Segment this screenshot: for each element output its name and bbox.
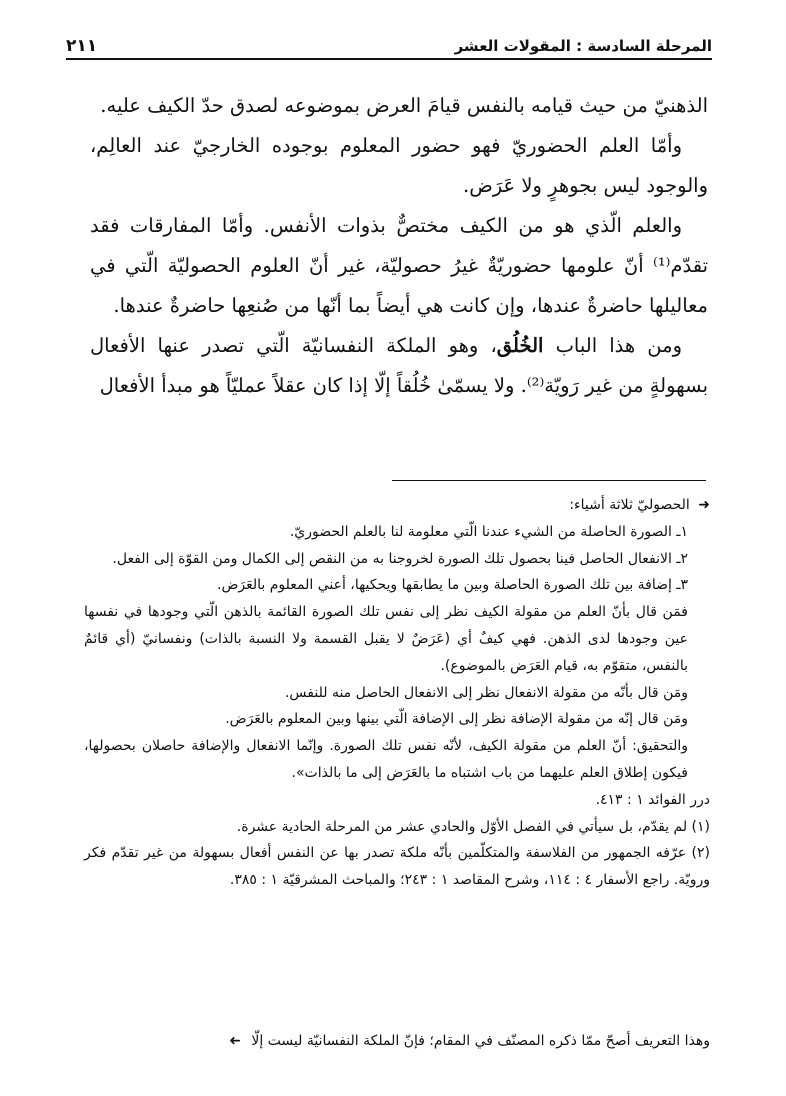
continuation-arrow-icon: ➜	[698, 497, 710, 513]
footnotes	[84, 492, 710, 894]
paragraph-4	[90, 326, 708, 406]
footnote-last-text: وهذا التعريف أصحّ ممّا ذكره المصنّف في المقام؛ فإنّ الملكة النفسانيّة ليست إلّا	[251, 1033, 710, 1049]
note-intro	[84, 492, 710, 519]
running-title: المرحلة السادسة : المقولات العشر	[454, 37, 712, 55]
main-text	[90, 86, 708, 406]
note-item-3: ٣ـ إضافة بين تلك الصورة الحاصلة وبين ما يطابقها ويحكيها، أعني المعلوم بالعَرَض.	[217, 577, 688, 594]
paragraph-4-start: ومن هذا الباب	[543, 334, 683, 357]
footnote-2: (٢) عرّفه الجمهور من الفلاسفة والمتكلّمين بأنّه ملكة تصدر بها عن النفس أفعال بسهولة من غير تقدّم فكر ورويّة. راجع الأسفار ٤ : ١١٤، وشرح المقاصد ١ : ٢٤٣؛ والمباحث المشرقيّة ١ : ٣٨٥.	[84, 845, 710, 889]
paragraph-1: الذهنيّ من حيث قيامه بالنفس قيامَ العرض بموضوعه لصدق حدّ الكيف عليه.	[100, 94, 708, 117]
paragraph-2: وأمّا العلم الحضوريّ فهو حضور المعلوم بوجوده الخارجيّ عند العالِم، والوجود ليس بجوهرٍ ولا عَرَض.	[90, 134, 708, 197]
page-number: ٢١١	[66, 36, 98, 56]
note-item-2: ٢ـ الانفعال الحاصل فينا بحصول تلك الصورة لخروجنا به من النقص إلى الكمال ومن القوّة إلى الفعل.	[112, 550, 688, 567]
bold-term: الخُلُق	[496, 334, 544, 357]
note-para-5: ومَن قال بأنّه من مقولة الانفعال نظر إلى الانفعال الحاصل منه للنفس.	[284, 684, 688, 701]
note-para-4: فمَن قال بأنّ العلم من مقولة الكيف نظر إلى نفس تلك الصورة القائمة بالذهن الّتي وجودها في نفسها عين وجودها لدى الذهن. فهي كيفٌ أي (عَرَضٌ لا يقبل القسمة ولا النسبة بالذات) ونفسانيّ (أي قائمٌ بالنفس، متقوّم به، قيام العَرَض بالموضوع).	[84, 604, 688, 674]
note-para-7: والتحقيق: أنّ العلم من مقولة الكيف، لأنّه نفس تلك الصورة. وإنّما الانفعال والإضافة حاصلان بحصولها، فيكون إطلاق العلم عليهما من باب اشتباه ما بالعَرَض إلى ما بالذات».	[84, 738, 688, 781]
note-para-6: ومَن قال إنّه من مقولة الإضافة نظر إلى الإضافة الّتي بينها وبين المعلوم بالعَرَض.	[225, 711, 688, 728]
page-header	[66, 30, 712, 60]
paragraph-4-rest: ، وهو الملكة النفسانيّة الّتي تصدر عنها الأفعال بسهولةٍ من غير رَويّة⁽²⁾. ولا يسمّىٰ خُلُقاً إلّا إذا كان عقلاً عمليّاً هو مبدأ الأفعال	[90, 334, 708, 397]
footnote-1: (١) لم يقدّم، بل سيأتي في الفصل الأوّل والحادي عشر من المرحلة الحادية عشرة.	[236, 818, 710, 835]
footnote-continuation	[84, 1028, 710, 1054]
footnote-separator	[392, 480, 706, 481]
next-page-arrow-icon: ➜	[229, 1033, 241, 1049]
paragraph-3: والعلم الّذي هو من الكيف مختصٌّ بذوات الأنفس. وأمّا المفارقات فقد تقدّم⁽¹⁾ أنّ علومها حضوريّةٌ غيرُ حصوليّة، غير أنّ العلوم الحصوليّة الّتي في معاليلها حاضرةٌ عندها، وإن كانت هي أيضاً بما أنّها من صُنعِها حاضرةٌ عندها.	[90, 214, 708, 317]
note-intro-text: الحصوليّ ثلاثة أشياء:	[569, 497, 690, 513]
note-item-1: ١ـ الصورة الحاصلة من الشيء عندنا الّتي معلومة لنا بالعلم الحضوريّ.	[289, 523, 688, 540]
note-source: درر الفوائد ١ : ٤١٣.	[595, 791, 710, 808]
